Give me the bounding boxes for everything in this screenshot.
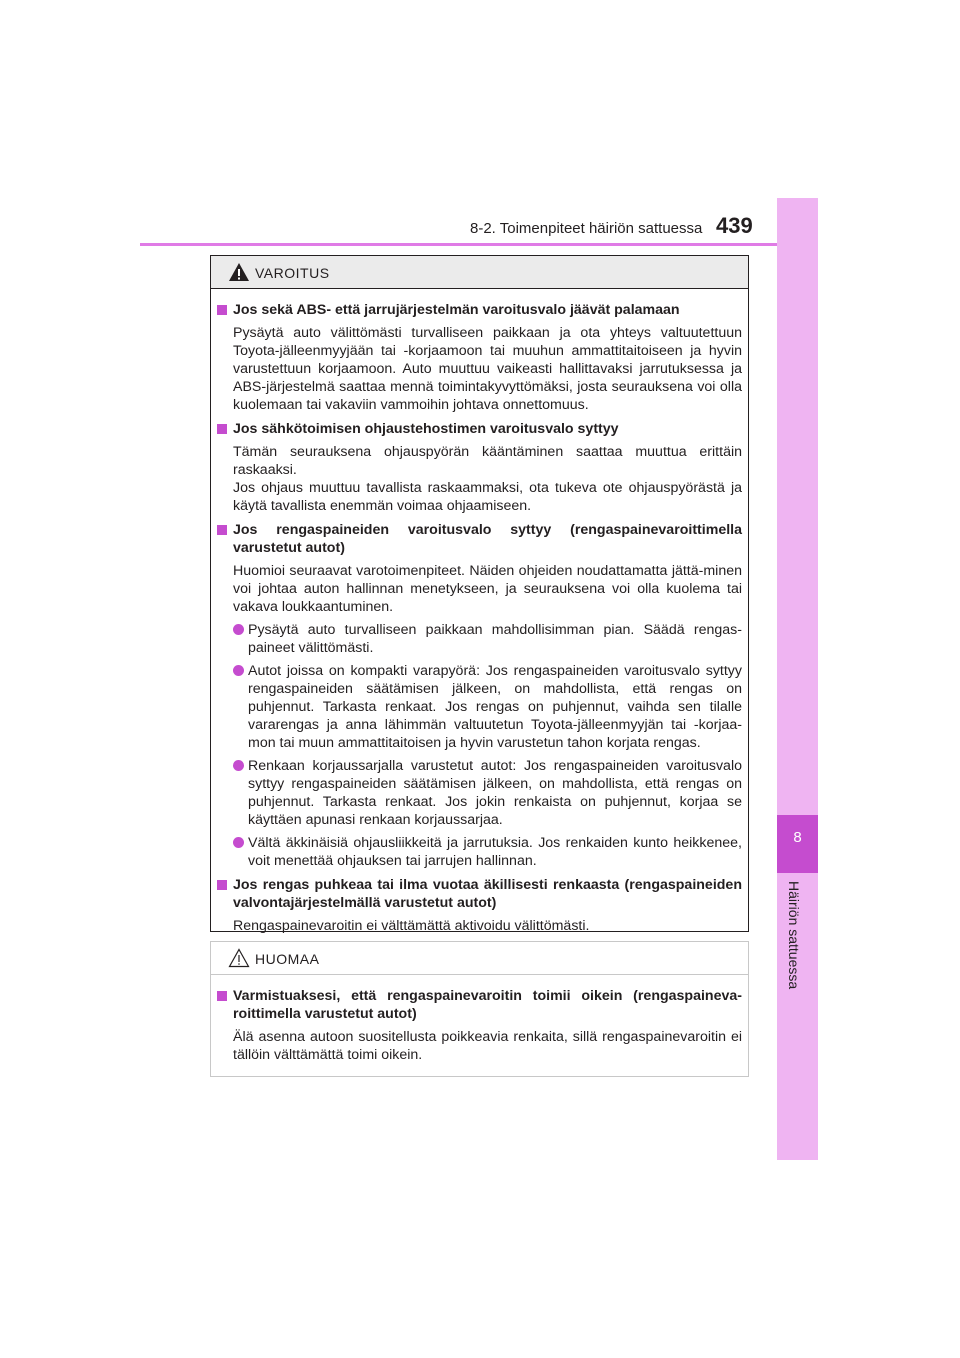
item-title-text: Jos sähkötoimisen ohjaustehostimen varoitusvalo syttyy [233, 421, 619, 437]
bullet-text: Autot joissa on kompakti varapyörä: Jos rengaspaineiden varoitusvalo syttyy rengaspaineiden säätämisen jälkeen, on mahdollista, että rengas on puhjennut. Tarkasta renkaat. Jos rengas on puhjennut, vaihda sen tilalle vararengas ja anna lähimmän valtuutetun Toyota-jälleenmyyjän tai -korjaa-mon tai muun ammattitaitoisen ja hyvin varustetun tahon korjata rengas. [248, 663, 742, 751]
warning-item-title [217, 876, 742, 912]
caution-triangle-icon [228, 948, 250, 968]
bullet-text: Pysäytä auto turvalliseen paikkaan mahdollisimman pian. Säädä rengas-paineet välittömästi. [248, 622, 742, 656]
notice-box [210, 941, 749, 1077]
square-bullet-icon [217, 424, 227, 434]
chapter-side-tab [777, 198, 818, 1160]
bullet-item [233, 834, 742, 870]
notice-item-text: Älä asenna autoon suositellusta poikkeavia renkaita, sillä rengaspainevaroitin ei tällöin välttämättä toimi oikein. [233, 1029, 742, 1063]
bullet-item [233, 757, 742, 829]
warning-item-text: Pysäytä auto välittömästi turvalliseen paikkaan ja ota yhteys valtuutettuun Toyota-jälleenmyyjään tai -korjaamoon tai muuhun ammattitaitoiseen ja hyvin varustettuun korjaamoon. Auto muuttuu vaikeasti hallittavaksi jarrutuksessa ja ABS-järjestelmä saattaa mennä toimintakyvyttömäksi, josta seurauksena voi olla kuolemaan tai vakaviin vammoihin johtava onnettomuus. [233, 325, 742, 413]
square-bullet-icon [217, 991, 227, 1001]
warning-item-title [217, 420, 742, 438]
circle-bullet-icon [233, 665, 244, 676]
chapter-label: Häiriön sattuessa [786, 881, 802, 990]
square-bullet-icon [217, 305, 227, 315]
item-text-part: Tämän seurauksena ohjauspyörän kääntäminen saattaa muuttua erittäin raskaaksi. [233, 444, 742, 478]
circle-bullet-icon [233, 837, 244, 848]
warning-header [211, 256, 748, 289]
square-bullet-icon [217, 525, 227, 535]
warning-item-text [233, 443, 742, 515]
notice-title: HUOMAA [255, 951, 320, 967]
item-title-text: Jos rengas puhkeaa tai ilma vuotaa äkillisesti renkaasta (rengaspaineiden valvontajärjestelmällä varustetut autot) [233, 877, 742, 911]
bullet-item [233, 621, 742, 657]
warning-item-text: Huomioi seuraavat varotoimenpiteet. Näiden ohjeiden noudattamatta jättä-minen voi johtaa auton hallinnan menetykseen, ja seurauksena voi olla kuolema tai vakava loukkaantuminen. [233, 563, 742, 615]
warning-item-title [217, 521, 742, 557]
item-text-part: Jos ohjaus muuttuu tavallista raskaammaksi, ota tukeva ote ohjauspyörästä ja käytä tavallista enemmän voimaa ohjaamiseen. [233, 480, 742, 514]
square-bullet-icon [217, 880, 227, 890]
warning-item-title [217, 301, 742, 319]
notice-body [211, 975, 748, 1064]
bullet-item [233, 662, 742, 752]
item-title-text: Jos rengaspaineiden varoitusvalo syttyy (rengaspainevaroittimella varustetut autot) [233, 522, 742, 556]
item-title-text: Jos sekä ABS- että jarrujärjestelmän varoitusvalo jäävät palamaan [233, 302, 680, 318]
bullet-text: Vältä äkkinäisiä ohjausliikkeitä ja jarrutuksia. Jos renkaiden kunto heikkenee, voit menettää ohjauksen tai jarrujen hallinnan. [248, 835, 742, 869]
circle-bullet-icon [233, 760, 244, 771]
notice-item-title [217, 987, 742, 1023]
section-header: 8-2. Toimenpiteet häiriön sattuessa [470, 220, 703, 237]
warning-box [210, 255, 749, 932]
circle-bullet-icon [233, 624, 244, 635]
bullet-text: Renkaan korjaussarjalla varustetut autot: Jos rengaspaineiden varoitusvalo syttyy rengaspaineiden säätämisen jälkeen, on mahdollista, että rengas on puhjennut. Tarkasta renkaat. Jos jokin renkaista on puhjennut, korjaa se käyttäen apunasi renkaan korjaussarjaa. [248, 758, 742, 828]
chapter-number: 8 [793, 829, 802, 846]
notice-header [211, 942, 748, 975]
warning-item-text: Rengaspainevaroitin ei välttämättä aktivoidu välittömästi. [233, 918, 590, 934]
header-rule [140, 243, 818, 246]
warning-title: VAROITUS [255, 265, 330, 281]
warning-body [211, 289, 748, 935]
warning-triangle-icon [228, 262, 250, 282]
item-title-text: Varmistuaksesi, että rengaspainevaroitin toimii oikein (rengaspaineva-roittimella varustetut autot) [233, 988, 742, 1022]
page-number: 439 [716, 213, 753, 238]
